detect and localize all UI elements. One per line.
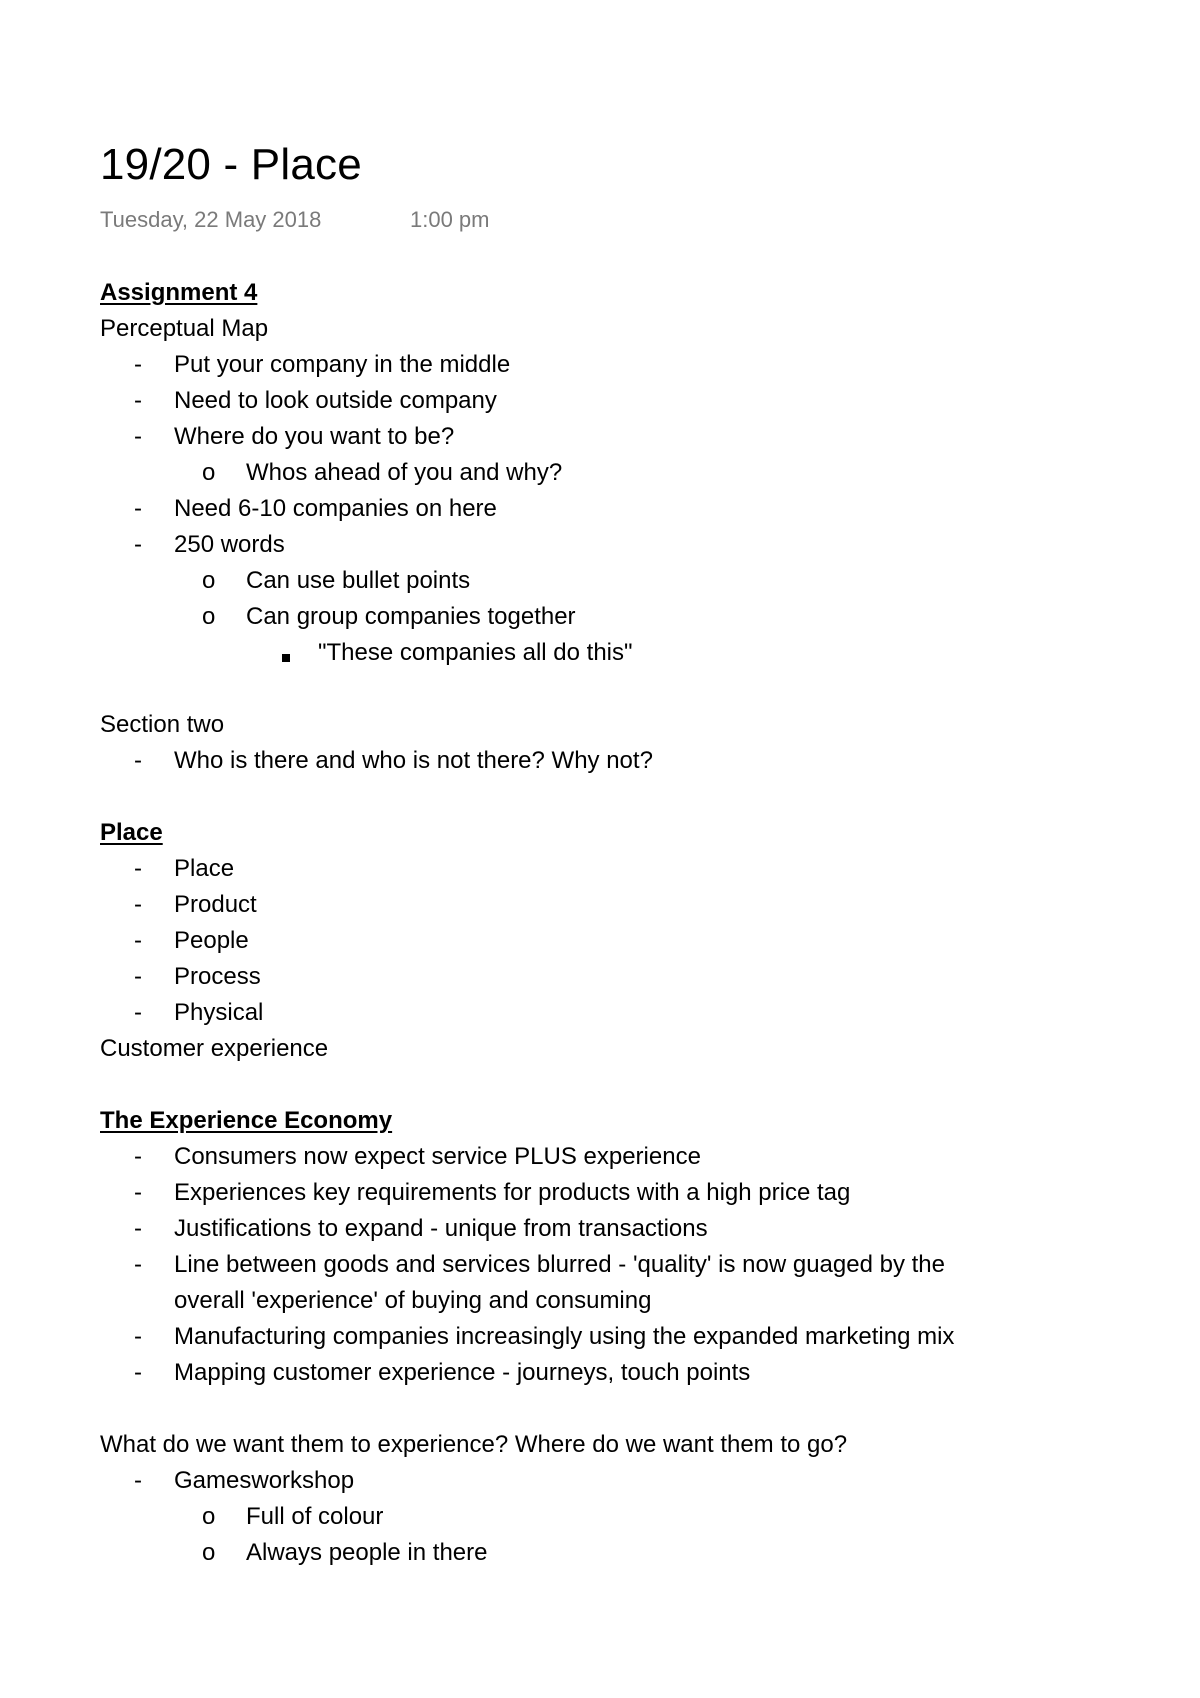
list-item: Place (174, 855, 235, 882)
dash-bullet: - (134, 1143, 142, 1170)
square-bullet-icon (282, 654, 290, 662)
list-item-continuation: overall 'experience' of buying and consuming (174, 1287, 652, 1314)
assignment-heading: Assignment 4 (100, 279, 258, 306)
list-item: Mapping customer experience - journeys, touch points (174, 1359, 751, 1386)
place-footer: Customer experience (100, 1035, 329, 1062)
dash-bullet: - (134, 1359, 142, 1386)
list-item: Can use bullet points (246, 567, 471, 594)
list-item: Need to look outside company (174, 387, 497, 414)
circle-bullet: o (202, 1539, 216, 1566)
list-item: Full of colour (246, 1503, 384, 1530)
dash-bullet: - (134, 1323, 142, 1350)
dash-bullet: - (134, 855, 142, 882)
list-item: Need 6-10 companies on here (174, 495, 497, 522)
list-item: Consumers now expect service PLUS experience (174, 1143, 701, 1170)
dash-bullet: - (134, 1251, 142, 1278)
dash-bullet: - (134, 999, 142, 1026)
dash-bullet: - (134, 351, 142, 378)
dash-bullet: - (134, 747, 142, 774)
list-item: People (174, 927, 249, 954)
circle-bullet: o (202, 1503, 216, 1530)
list-item: "These companies all do this" (318, 639, 633, 666)
dash-bullet: - (134, 963, 142, 990)
dash-bullet: - (134, 891, 142, 918)
list-item: Put your company in the middle (174, 351, 511, 378)
list-item: Product (174, 891, 257, 918)
list-item: Manufacturing companies increasingly using the expanded marketing mix (174, 1323, 955, 1350)
circle-bullet: o (202, 567, 216, 594)
dash-bullet: - (134, 495, 142, 522)
note-time: 1:00 pm (410, 207, 490, 232)
list-item: Where do you want to be? (174, 423, 455, 450)
assignment-intro: Perceptual Map (100, 315, 269, 342)
list-item: Gamesworkshop (174, 1467, 355, 1494)
list-item: Justifications to expand - unique from transactions (174, 1215, 708, 1242)
list-item: Experiences key requirements for products with a high price tag (174, 1179, 851, 1206)
page-title: 19/20 - Place (100, 140, 362, 189)
dash-bullet: - (134, 423, 142, 450)
note-date: Tuesday, 22 May 2018 (100, 207, 322, 232)
circle-bullet: o (202, 459, 216, 486)
dash-bullet: - (134, 927, 142, 954)
list-item: Physical (174, 999, 264, 1026)
list-item: Can group companies together (246, 603, 576, 630)
section-two-heading: Section two (100, 711, 225, 738)
dash-bullet: - (134, 1215, 142, 1242)
place-heading: Place (100, 819, 163, 846)
list-item: Always people in there (246, 1539, 488, 1566)
dash-bullet: - (134, 1467, 142, 1494)
list-item: Line between goods and services blurred - 'quality' is now guaged by the (174, 1251, 945, 1278)
questions-heading: What do we want them to experience? Where do we want them to go? (100, 1431, 848, 1458)
dash-bullet: - (134, 387, 142, 414)
list-item: Process (174, 963, 261, 990)
circle-bullet: o (202, 603, 216, 630)
list-item: 250 words (174, 531, 285, 558)
list-item: Whos ahead of you and why? (246, 459, 563, 486)
dash-bullet: - (134, 531, 142, 558)
dash-bullet: - (134, 1179, 142, 1206)
list-item: Who is there and who is not there? Why not? (174, 747, 653, 774)
experience-economy-heading: The Experience Economy (100, 1107, 393, 1134)
